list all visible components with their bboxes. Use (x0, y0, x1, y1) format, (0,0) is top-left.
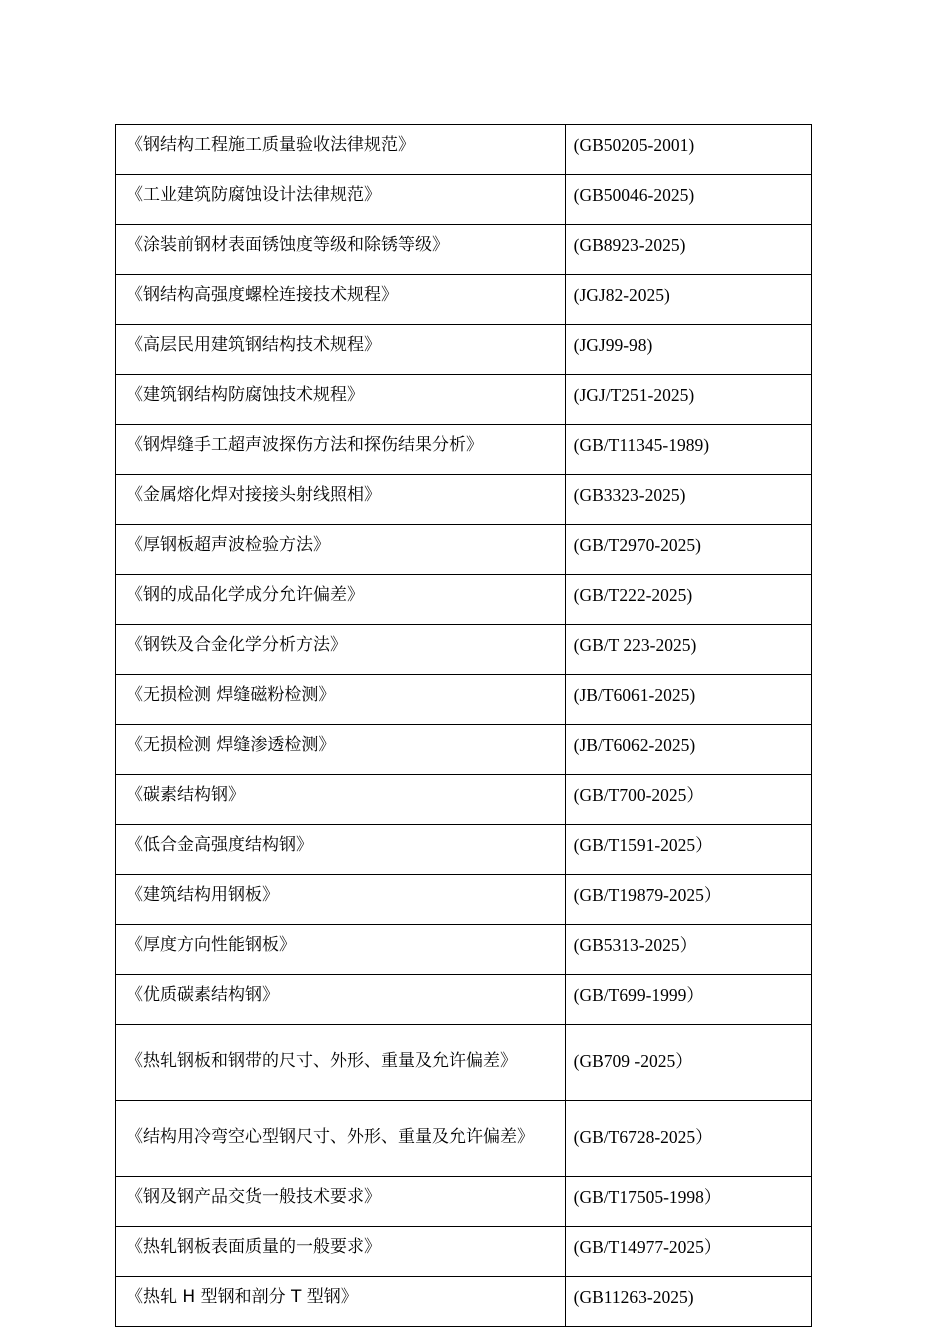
standard-name-cell: 《钢及钢产品交货一般技术要求》 (116, 1177, 566, 1227)
standard-name-cell: 《优质碳素结构钢》 (116, 975, 566, 1025)
table-row (116, 1025, 812, 1101)
standard-code-cell: (JB/T6062-2025) (565, 725, 811, 775)
standards-table (115, 124, 812, 1327)
table-row (116, 425, 812, 475)
standard-code-cell: (GB/T1591-2025） (565, 825, 811, 875)
standard-name-cell: 《建筑钢结构防腐蚀技术规程》 (116, 375, 566, 425)
table-row (116, 675, 812, 725)
standard-code-cell: (GB/T222-2025) (565, 575, 811, 625)
standard-name-cell: 《无损检测 焊缝渗透检测》 (116, 725, 566, 775)
standard-code-cell: (GB/T19879-2025） (565, 875, 811, 925)
standard-code-cell: (GB/T 223-2025) (565, 625, 811, 675)
standard-code-cell: (GB11263-2025) (565, 1277, 811, 1327)
table-row (116, 725, 812, 775)
standard-name-cell: 《厚度方向性能钢板》 (116, 925, 566, 975)
standard-code-cell: (GB/T699-1999） (565, 975, 811, 1025)
standard-name-cell: 《金属熔化焊对接接头射线照相》 (116, 475, 566, 525)
standard-code-cell: (GB50205-2001) (565, 125, 811, 175)
table-row (116, 525, 812, 575)
standards-table-body (116, 125, 812, 1327)
table-row (116, 1227, 812, 1277)
standard-code-cell: (GB/T14977-2025） (565, 1227, 811, 1277)
standard-code-cell: (GB5313-2025） (565, 925, 811, 975)
table-row (116, 325, 812, 375)
standard-name-cell: 《钢结构工程施工质量验收法律规范》 (116, 125, 566, 175)
standard-name-cell: 《钢结构高强度螺栓连接技术规程》 (116, 275, 566, 325)
table-row (116, 875, 812, 925)
standard-code-cell: (GB/T17505-1998） (565, 1177, 811, 1227)
standard-code-cell: (JGJ82-2025) (565, 275, 811, 325)
standard-code-cell: (JB/T6061-2025) (565, 675, 811, 725)
table-row (116, 175, 812, 225)
table-row (116, 1177, 812, 1227)
standard-name-cell: 《厚钢板超声波检验方法》 (116, 525, 566, 575)
standard-code-cell: (GB709 -2025） (565, 1025, 811, 1101)
standard-code-cell: (GB/T11345-1989) (565, 425, 811, 475)
standard-name-cell: 《高层民用建筑钢结构技术规程》 (116, 325, 566, 375)
table-row (116, 475, 812, 525)
standard-name-cell: 《热轧 H 型钢和剖分 T 型钢》 (116, 1277, 566, 1327)
table-row (116, 625, 812, 675)
standard-code-cell: (GB/T6728-2025） (565, 1101, 811, 1177)
table-row (116, 125, 812, 175)
standard-code-cell: (GB50046-2025) (565, 175, 811, 225)
standard-code-cell: (GB3323-2025) (565, 475, 811, 525)
standard-name-cell: 《热轧钢板表面质量的一般要求》 (116, 1227, 566, 1277)
standard-code-cell: (JGJ99-98) (565, 325, 811, 375)
standard-name-cell: 《工业建筑防腐蚀设计法律规范》 (116, 175, 566, 225)
standard-name-cell: 《碳素结构钢》 (116, 775, 566, 825)
table-row (116, 825, 812, 875)
standard-name-cell: 《钢的成品化学成分允许偏差》 (116, 575, 566, 625)
standard-name-cell: 《无损检测 焊缝磁粉检测》 (116, 675, 566, 725)
table-row (116, 375, 812, 425)
table-row (116, 1101, 812, 1177)
standard-code-cell: (GB/T700-2025） (565, 775, 811, 825)
table-row (116, 925, 812, 975)
table-row (116, 1277, 812, 1327)
standard-name-cell: 《结构用冷弯空心型钢尺寸、外形、重量及允许偏差》 (116, 1101, 566, 1177)
standard-name-cell: 《建筑结构用钢板》 (116, 875, 566, 925)
standard-name-cell: 《涂装前钢材表面锈蚀度等级和除锈等级》 (116, 225, 566, 275)
standard-name-cell: 《钢铁及合金化学分析方法》 (116, 625, 566, 675)
standard-code-cell: (GB/T2970-2025) (565, 525, 811, 575)
standard-name-cell: 《低合金高强度结构钢》 (116, 825, 566, 875)
table-row (116, 275, 812, 325)
table-row (116, 575, 812, 625)
standard-code-cell: (GB8923-2025) (565, 225, 811, 275)
standard-code-cell: (JGJ/T251-2025) (565, 375, 811, 425)
table-row (116, 975, 812, 1025)
standard-name-cell: 《热轧钢板和钢带的尺寸、外形、重量及允许偏差》 (116, 1025, 566, 1101)
standard-name-cell: 《钢焊缝手工超声波探伤方法和探伤结果分析》 (116, 425, 566, 475)
table-row (116, 225, 812, 275)
table-row (116, 775, 812, 825)
